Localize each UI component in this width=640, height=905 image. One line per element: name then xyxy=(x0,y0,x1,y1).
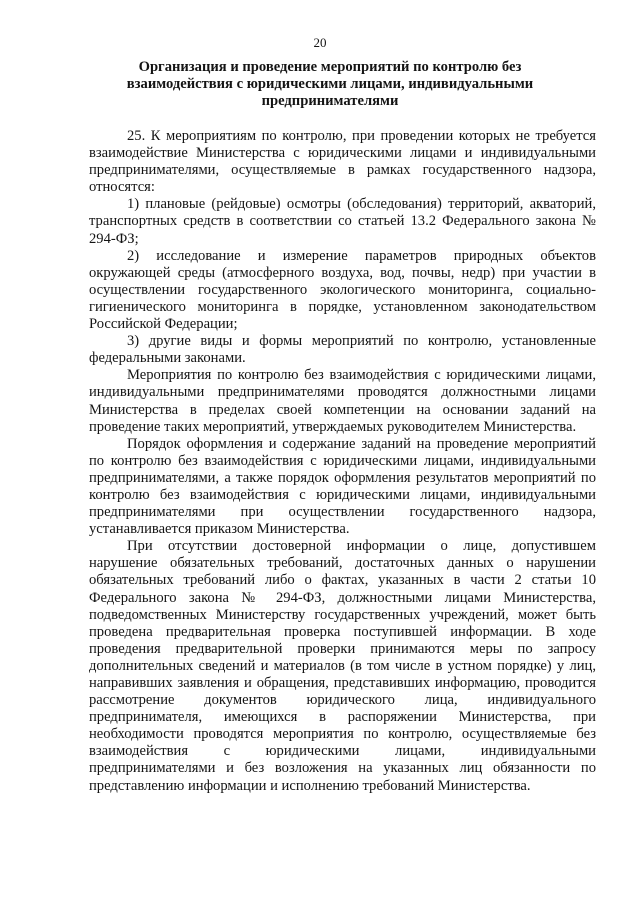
paragraph-procedure: Порядок оформления и содержание заданий на проведение мероприятий по контролю без взаимодействия с юридическими лицами, индивидуальными предпринимателями, а также порядок оформления результатов мероприятий по контролю без взаимодействия с юридическими лицами, индивидуальными предпринимателями при осуществлении государственного надзора, устанавливается приказом Министерства. xyxy=(89,435,596,538)
paragraph-preliminary-check: При отсутствии достоверной информации о лице, допустившем нарушение обязательных требований, достаточных данных о нарушении обязательных требований либо о фактах, указанных в части 2 статьи 10 Федерального закона № 294-ФЗ, должностными лицами Министерства, подведомственных Министерству государственных учреждений, может быть проведена предварительная проверка поступившей информации. В ходе проведения предварительной проверки принимаются меры по запросу дополнительных сведений и материалов (в том числе в устном порядке) у лиц, направивших заявления и обращения, представивших информацию, проводится рассмотрение документов юридического лица, индивидуального предпринимателя, имеющихся в распоряжении Министерства, при необходимости проводятся мероприятия по контролю, осуществляемые без взаимодействия с юридическими лицами, индивидуальными предпринимателями и без возложения на указанных лиц обязанности по представлению информации и исполнению требований Министерства. xyxy=(89,538,596,794)
section-heading-line: взаимодействия с юридическими лицами, индивидуальными xyxy=(126,76,534,92)
body-text xyxy=(89,128,596,795)
paragraph-subitem-3: 3) другие виды и формы мероприятий по контролю, установленные федеральными законами. xyxy=(89,333,596,367)
paragraph-subitem-2: 2) исследование и измерение параметров природных объектов окружающей среды (атмосферного воздуха, вод, почвы, недр) при участии в осуществлении государственного экологического мониторинга, социально-гигиенического мониторинга в порядке, установленном законодательством Российской Федерации; xyxy=(89,247,596,333)
section-heading-line: Организация и проведение мероприятий по контролю без xyxy=(138,59,522,75)
paragraph-subitem-1: 1) плановые (рейдовые) осмотры (обследования) территорий, акваторий, транспортных средств в соответствии со статьей 13.2 Федерального закона № 294-ФЗ; xyxy=(89,196,596,247)
paragraph-item-25: 25. К мероприятиям по контролю, при проведении которых не требуется взаимодействие Министерства с юридическими лицами и индивидуальными предпринимателями, осуществляемые в рамках государственного надзора, относятся: xyxy=(89,128,596,196)
page-number: 20 xyxy=(313,35,327,50)
section-heading xyxy=(105,59,555,110)
section-heading-line: предпринимателями xyxy=(261,93,399,109)
paragraph-assignments: Мероприятия по контролю без взаимодействия с юридическими лицами, индивидуальными предпринимателями проводятся должностными лицами Министерства в пределах своей компетенции на основании заданий на проведение таких мероприятий, утверждаемых руководителем Министерства. xyxy=(89,367,596,435)
